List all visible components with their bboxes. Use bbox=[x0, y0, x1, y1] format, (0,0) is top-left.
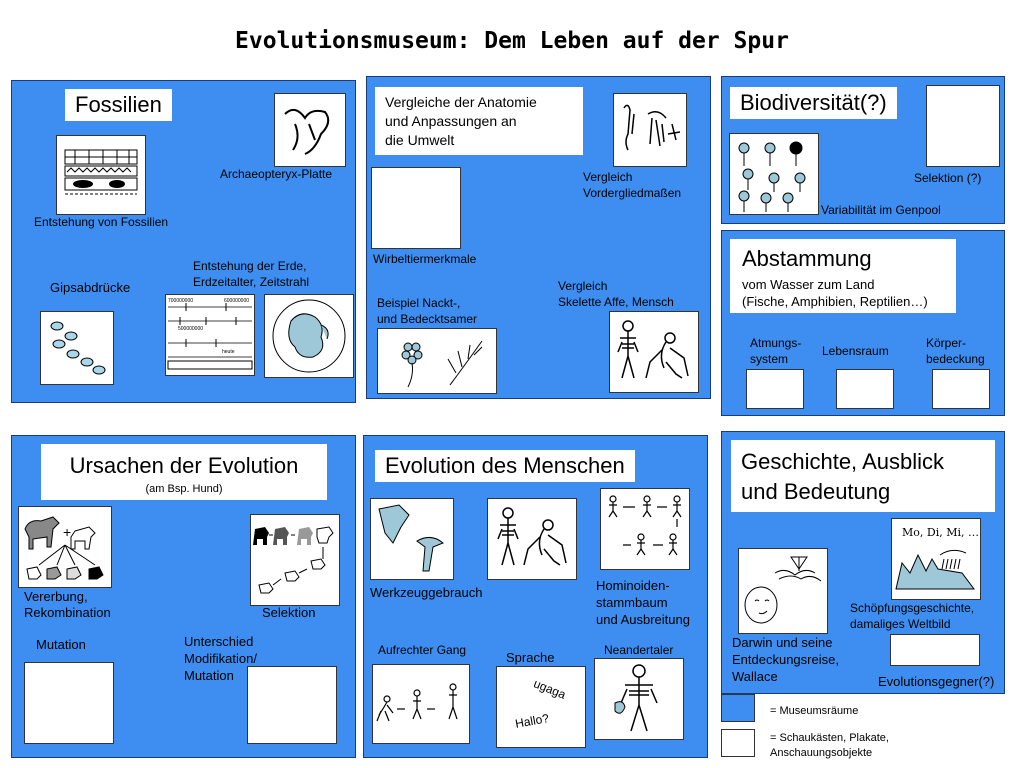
label-lebensraum: Lebensraum bbox=[822, 344, 889, 358]
label-werkzeug: Werkzeuggebrauch bbox=[370, 585, 483, 600]
heading-anatomie-3: die Umwelt bbox=[385, 132, 455, 148]
label-vordergliedmassen-2: Vordergliedmaßen bbox=[583, 186, 682, 200]
room-ursachen bbox=[11, 435, 356, 758]
label-evolutionsgegner: Evolutionsgegner(?) bbox=[878, 674, 995, 689]
timeline-image bbox=[165, 294, 255, 376]
label-archaeopteryx: Archaeopteryx-Platte bbox=[220, 167, 333, 181]
label-hallo: Hallo? bbox=[514, 711, 550, 731]
tools-image bbox=[370, 498, 454, 580]
label-gang: Aufrechter Gang bbox=[378, 643, 467, 657]
heading-abstammung bbox=[730, 239, 956, 313]
heading-ursachen-sub: (am Bsp. Hund) bbox=[145, 483, 223, 495]
room-biodiversitaet bbox=[721, 76, 1005, 224]
label-modifikation-3: Mutation bbox=[184, 668, 234, 683]
heading-abstammung-sub-2: (Fische, Amphibien, Reptilien…) bbox=[742, 294, 928, 309]
forelimbs-image bbox=[613, 93, 687, 167]
label-skelette-2: Skelette Affe, Mensch bbox=[558, 295, 674, 309]
showcase-wirbeltier bbox=[371, 167, 461, 249]
dog-selection-image bbox=[250, 514, 340, 606]
dog-breeding-image bbox=[18, 506, 112, 588]
heading-fossilien: Fossilien bbox=[65, 89, 172, 121]
heading-abstammung-title: Abstammung bbox=[742, 246, 872, 271]
label-entstehung-erde-2: Erdzeitalter, Zeitstrahl bbox=[193, 275, 310, 289]
label-darwin-2: Entdeckungsreise, bbox=[732, 652, 839, 667]
label-atmung-2: system bbox=[750, 352, 789, 366]
room-menschen bbox=[363, 435, 708, 758]
heading-biodiversitaet: Biodiversität(?) bbox=[730, 87, 897, 119]
label-wirbeltier: Wirbeltiermerkmale bbox=[373, 252, 477, 266]
label-darwin-1: Darwin und seine bbox=[732, 635, 833, 650]
hominoid-tree-image bbox=[600, 488, 690, 570]
heading-ursachen-title: Ursachen der Evolution bbox=[69, 453, 299, 478]
label-vererbung-1: Vererbung, bbox=[24, 589, 88, 604]
label-sprache: Sprache bbox=[506, 650, 555, 665]
room-geschichte bbox=[721, 431, 1005, 694]
label-mo-di-mi: Mo, Di, Mi, … bbox=[902, 526, 979, 539]
archaeopteryx-image bbox=[274, 93, 346, 167]
timeline-label-1: 700000000 bbox=[168, 298, 194, 304]
label-modifikation-2: Modifikation/ bbox=[184, 651, 257, 666]
legend-showcases-label-1: = Schaukästen, Plakate, bbox=[770, 732, 889, 744]
showcase-lebensraum bbox=[836, 369, 894, 409]
showcase-atmung bbox=[746, 369, 804, 409]
label-nackt-2: und Bedecktsamer bbox=[377, 312, 478, 326]
label-koerper-1: Körper- bbox=[926, 336, 967, 350]
heading-anatomie-2: und Anpassungen an bbox=[385, 113, 517, 129]
heading-menschen: Evolution des Menschen bbox=[375, 450, 635, 482]
showcase-sprache bbox=[496, 666, 586, 748]
earth-image bbox=[264, 294, 354, 378]
neanderthal-image bbox=[594, 658, 684, 740]
label-variabilitaet: Variabilität im Genpool bbox=[821, 203, 941, 217]
label-hominoiden-2: stammbaum bbox=[596, 595, 668, 610]
heading-abstammung-sub-1: vom Wasser zum Land bbox=[742, 277, 875, 292]
upright-walk-image bbox=[372, 664, 470, 744]
label-skelette-1: Vergleich bbox=[558, 279, 608, 293]
heading-anatomie bbox=[375, 87, 583, 155]
darwin-image bbox=[738, 548, 828, 634]
apes-skeletons-image bbox=[487, 498, 577, 580]
label-schoepfung-2: damaliges Weltbild bbox=[850, 617, 951, 631]
legend-room-swatch bbox=[721, 694, 755, 722]
label-darwin-3: Wallace bbox=[732, 669, 778, 684]
label-nackt-1: Beispiel Nackt-, bbox=[377, 296, 461, 310]
label-gipsabdruecke: Gipsabdrücke bbox=[50, 280, 131, 295]
label-hominoiden-3: und Ausbreitung bbox=[596, 612, 690, 627]
creation-image bbox=[891, 518, 981, 600]
label-hominoiden-1: Hominoiden- bbox=[596, 578, 670, 593]
label-selektion-ursachen: Selektion bbox=[262, 605, 316, 620]
showcase-evolutionsgegner bbox=[890, 634, 980, 666]
label-modifikation-1: Unterschied bbox=[184, 634, 254, 649]
legend-rooms-label: = Museumsräume bbox=[770, 705, 859, 717]
legend-showcases-label-2: Anschauungsobjekte bbox=[770, 747, 873, 759]
plants-image bbox=[377, 328, 497, 394]
label-mutation: Mutation bbox=[36, 637, 86, 652]
showcase-mutation bbox=[24, 662, 114, 744]
label-vererbung-2: Rekombination bbox=[24, 605, 111, 620]
showcase-modifikation bbox=[247, 666, 337, 744]
room-anatomie bbox=[366, 76, 711, 399]
label-ugaga: ugaga bbox=[531, 676, 568, 702]
heading-geschichte-1: Geschichte, Ausblick bbox=[741, 449, 944, 474]
skeletons-image bbox=[609, 311, 699, 393]
label-entstehung-erde-1: Entstehung der Erde, bbox=[193, 259, 307, 273]
svg-text:+: + bbox=[63, 524, 72, 540]
label-neandertaler: Neandertaler bbox=[604, 643, 674, 657]
fossil-layers-image bbox=[56, 135, 146, 215]
showcase-selektion bbox=[926, 85, 1000, 167]
room-fossilien bbox=[11, 80, 356, 403]
timeline-label-3: 500000000 bbox=[178, 326, 204, 332]
heading-ursachen bbox=[41, 444, 327, 500]
room-abstammung bbox=[721, 230, 1005, 416]
label-entstehung-fossilien: Entstehung von Fossilien bbox=[34, 215, 169, 229]
label-vordergliedmassen-1: Vergleich bbox=[583, 170, 633, 184]
label-koerper-2: bedeckung bbox=[926, 352, 985, 366]
page-title: Evolutionsmuseum: Dem Leben auf der Spur bbox=[235, 28, 789, 54]
timeline-label-2: 600000000 bbox=[224, 298, 250, 304]
flowers-image bbox=[729, 133, 819, 215]
label-selektion-bio: Selektion (?) bbox=[914, 171, 982, 185]
heading-anatomie-1: Vergleiche der Anatomie bbox=[385, 94, 537, 110]
plaster-casts-image bbox=[40, 311, 114, 385]
label-schoepfung-1: Schöpfungsgeschichte, bbox=[850, 601, 975, 615]
showcase-koerper bbox=[932, 369, 990, 409]
heading-geschichte-2: und Bedeutung bbox=[741, 479, 891, 504]
legend-showcase-swatch bbox=[721, 729, 755, 757]
label-atmung-1: Atmungs- bbox=[750, 336, 802, 350]
heading-geschichte bbox=[731, 440, 995, 512]
timeline-label-4: heute bbox=[222, 349, 235, 355]
